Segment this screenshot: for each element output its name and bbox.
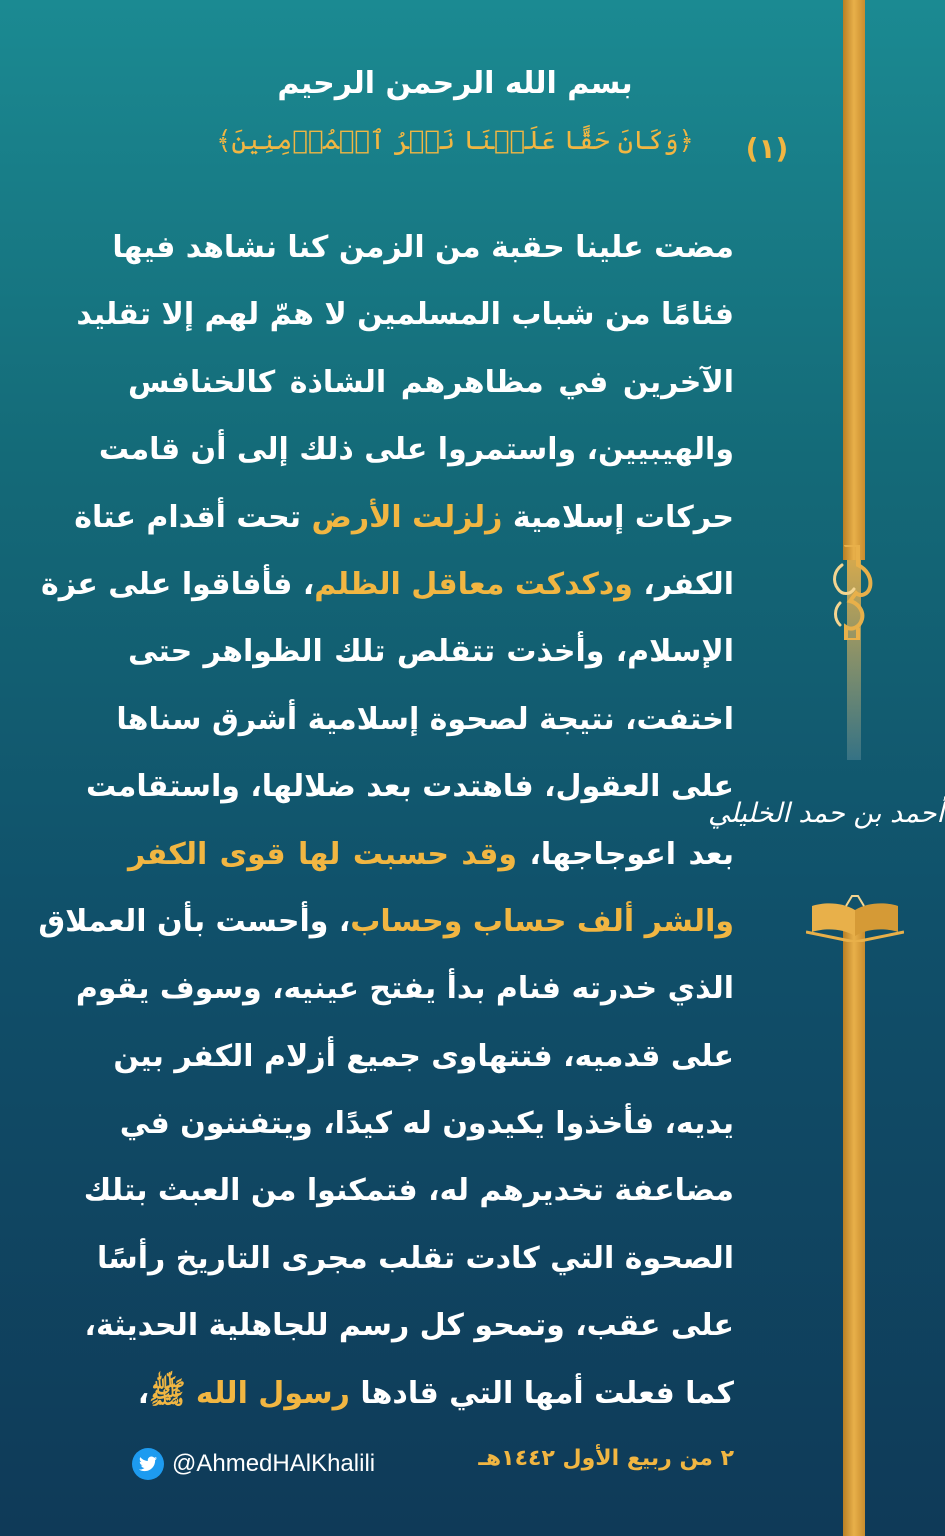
footer-date: ٢ من ربيع الأول ١٤٤٢هـ [478,1446,734,1471]
open-book-icon [806,892,904,942]
body-segment: على العقول، فاهتدت بعد ضلالها، واستقامت [86,769,734,805]
twitter-icon [132,1448,164,1480]
highlighted-phrase: ودكدكت معاقل الظلم [314,566,633,602]
basmala-heading: بسم الله الرحمن الرحيم [277,66,633,101]
body-segment: على قدميه، فتتهاوى جميع أزلام الكفر بين [113,1038,734,1074]
twitter-link[interactable] [132,1448,375,1480]
body-line [75,955,734,1022]
body-line [116,686,734,753]
body-line [83,1157,734,1224]
body-line [84,1292,734,1359]
body-segment: الصحوة التي كادت تقلب مجرى التاريخ رأسًا [96,1240,734,1276]
highlighted-phrase: والشر ألف حساب وحساب [350,903,734,939]
body-segment: الإسلام، وأخذت تتقلص تلك الظواهر حتى [128,634,734,670]
body-segment: بعد اعوجاجها، [517,836,734,872]
decorative-bar-top [843,0,865,560]
quran-verse: ﴿وَكَانَ حَقًّا عَلَيۡنَا نَصۡرُ ٱلۡمُؤۡمِنِينَ﴾ [216,126,694,156]
body-line [98,416,734,483]
decorative-bar-bottom [843,930,865,1536]
body-line [86,753,734,820]
body-segment: يديه، فأخذوا يكيدون له كيدًا، ويتفننون في [119,1106,734,1142]
body-line [113,1023,734,1090]
body-segment: مضاعفة تخديرهم له، فتمكنوا من العبث بتلك [83,1173,734,1209]
body-segment: الآخرين في مظاهرهم الشاذة كالخنافس [128,364,734,400]
body-line [41,551,734,618]
body-line [119,1090,734,1157]
body-segment: فئامًا من شباب المسلمين لا همّ لهم إلا تقليد [76,297,734,333]
author-signature: أحمد بن حمد الخليلي [708,798,944,829]
body-segment: ، فأفاقوا على عزة [41,566,315,602]
body-line [112,214,734,281]
body-line [128,618,734,685]
body-segment: اختفت، نتيجة لصحوة إسلامية أشرق سناها [116,701,734,737]
body-line [128,349,734,416]
body-segment: والهيبيين، واستمروا على ذلك إلى أن قامت [98,432,734,468]
article-body [38,214,734,1427]
body-line [76,281,734,348]
clasped-hands-icon [828,545,876,640]
body-line [96,1225,734,1292]
body-segment: على عقب، وتمحو كل رسم للجاهلية الحديثة، [84,1308,734,1344]
body-line [128,821,734,888]
body-segment: كما فعلت أمها التي قادها [349,1375,734,1411]
body-segment: تحت أقدام عتاة [74,499,312,535]
body-segment: الكفر، [632,566,734,602]
post-number: (١) [745,132,789,165]
body-line [74,484,734,551]
body-line [38,888,734,955]
body-segment: الذي خدرته فنام بدأ يفتح عينيه، وسوف يقوم [75,971,734,1007]
highlighted-phrase: زلزلت الأرض [311,499,503,535]
body-segment: ، [137,1375,150,1411]
highlighted-phrase: وقد حسبت لها قوى الكفر [128,836,518,872]
body-segment: مضت علينا حقبة من الزمن كنا نشاهد فيها [112,230,734,265]
body-line [128,1360,734,1427]
body-segment: حركات إسلامية [502,499,734,535]
body-segment: ، وأحست بأن العملاق [38,903,351,939]
highlighted-phrase: رسول الله ﷺ [149,1375,350,1411]
twitter-handle: @AhmedHAlKhalili [172,1450,376,1477]
